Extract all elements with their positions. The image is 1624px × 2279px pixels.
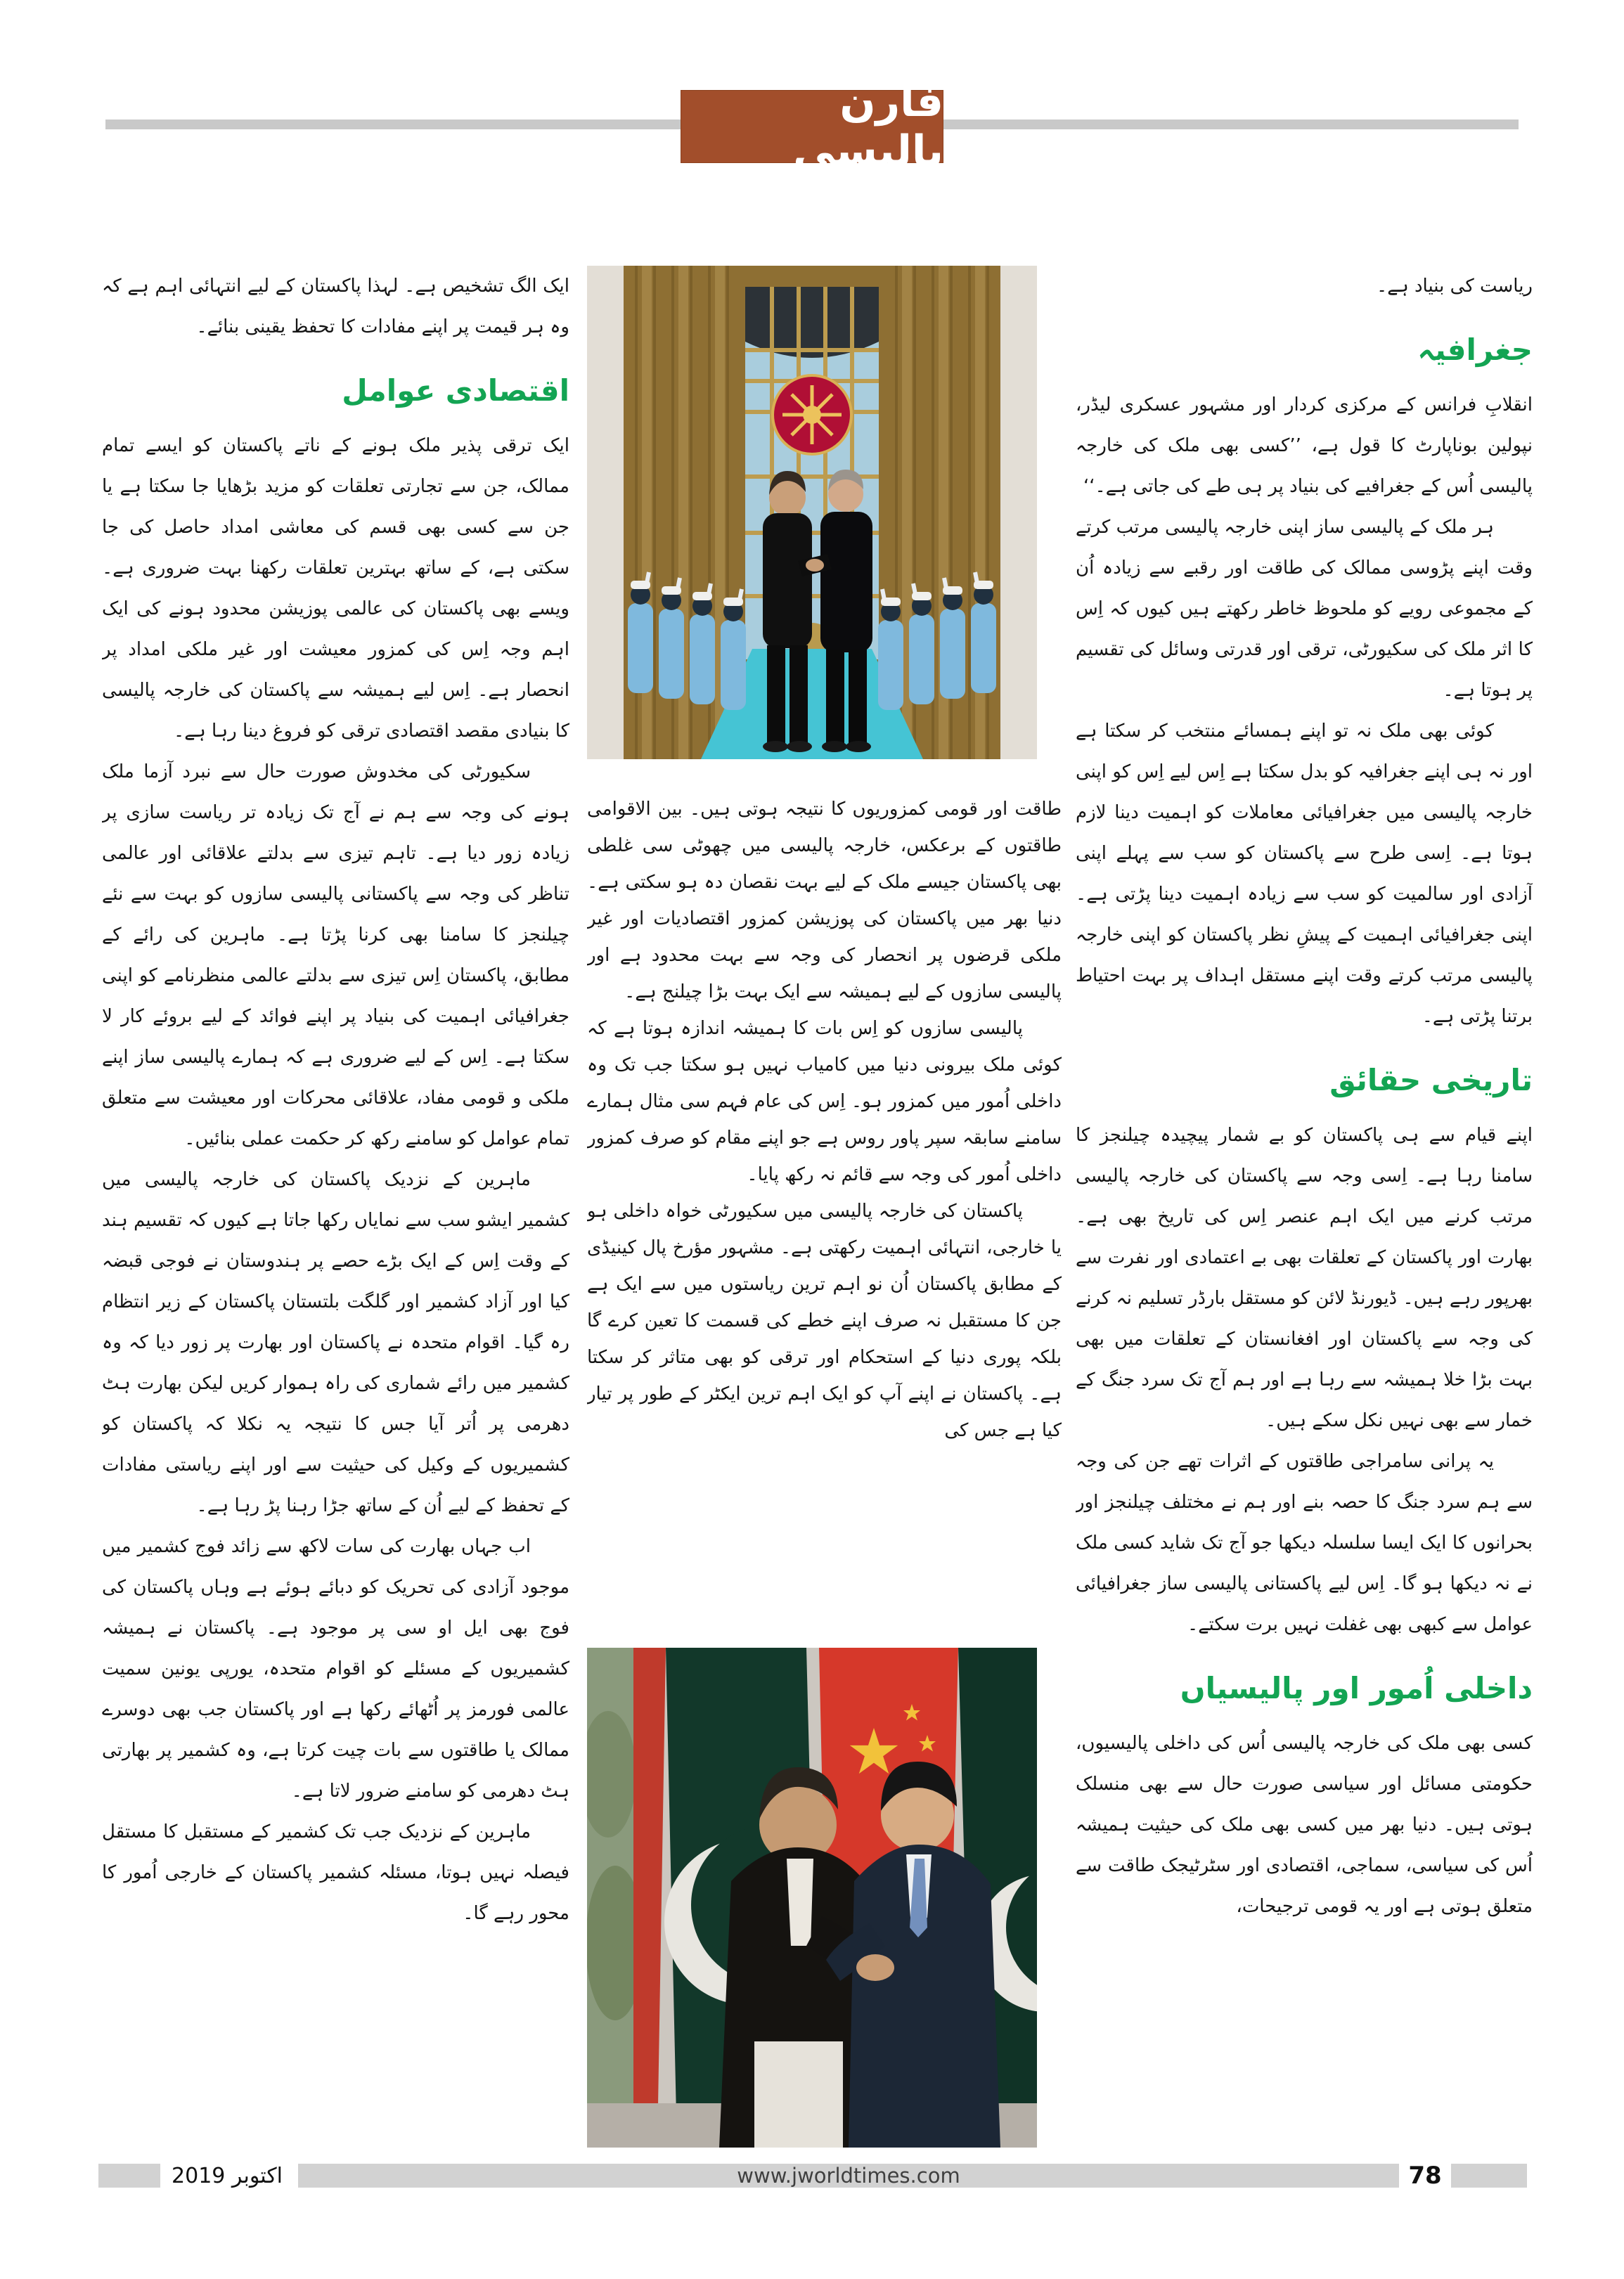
paragraph: ماہرین کے نزدیک پاکستان کی خارجہ پالیسی میں کشمیر ایشو سب سے نمایاں رکھا جاتا ہے کیوں کہ تقسیم ہند کے وقت اِس کے ایک بڑے حصے پر ہندوستان نے فوجی قبضہ کیا اور آزاد کشمیر اور گلگت بلتستان پاکستان کے زیر انتظام رہ گیا۔ اقوام متحدہ نے پاکستان اور بھارت پر زور دیا کہ وہ کشمیر میں رائے شماری کی راہ ہموار کریں لیکن بھارت ہٹ دھرمی پر اُتر آیا جس کا نتیجہ یہ نکلا کہ پاکستان کو کشمیریوں کے وکیل کی حیثیت سے اور اپنے ریاستی مفادات کے تحفظ کے لیے اُن کے ساتھ جڑا رہنا پڑ رہا ہے۔ [102, 1169, 569, 1516]
handshake-2 [856, 1954, 894, 1981]
section-title: فارن پالیسی [793, 77, 943, 176]
section-banner [681, 77, 943, 176]
paragraph: ایک ترقی پذیر ملک ہونے کے ناتے پاکستان کو ایسے تمام ممالک، جن سے تجارتی تعلقات کو مزید بڑھایا جا سکتا ہے یا جن سے کسی بھی قسم کی معاشی امداد حاصل کی جا سکتی ہے، کے ساتھ بہترین تعلقات رکھنا بہت ضروری ہے۔ ویسے بھی پاکستان کی عالمی پوزیشن محدود ہونے کی ایک اہم وجہ اِس کی کمزور معیشت اور غیر ملکی امداد پر انحصار ہے۔ اِس لیے ہمیشہ سے پاکستان کی خارجہ پالیسی کا بنیادی مقصد اقتصادی ترقی کو فروغ دینا رہا ہے۔ [102, 435, 569, 742]
paragraph: یہ پرانی سامراجی طاقتوں کے اثرات تھے جن کی وجہ سے ہم سرد جنگ کا حصہ بنے اور ہم نے مختلف چیلنجز اور بحرانوں کا ایک ایسا سلسلہ دیکھا جو آج تک شاید کسی ملک نے نہ دیکھا ہو گا۔ اِس لیے پاکستانی پالیسی ساز جغرافیائی عوامل سے کبھی بھی غفلت نہیں برت سکتے۔ [1076, 1451, 1533, 1635]
paragraph: ہر ملک کے پالیسی ساز اپنی خارجہ پالیسی مرتب کرتے وقت اپنے پڑوسی ممالک کی طاقت اور رقبے سے زیادہ اُن کے مجموعی رویے کو ملحوظ خاطر رکھتے ہیں کیوں کہ اِس کا اثر ملک کی سکیورٹی، ترقی اور قدرتی وسائل کی تقسیم پر ہوتا ہے۔ [1076, 517, 1533, 701]
stone-pillar-left [587, 266, 624, 759]
paragraph: سکیورٹی کی مخدوش صورت حال سے نبرد آزما ملک ہونے کی وجہ سے ہم نے آج تک زیادہ تر ریاست سازی پر زیادہ زور دیا ہے۔ تاہم تیزی سے بدلتے علاقائی اور عالمی تناظر کی وجہ سے پاکستانی پالیسی سازوں کو بہت سے نئے چیلنجز کا سامنا بھی کرنا پڑتا ہے۔ ماہرین کی رائے کے مطابق، پاکستان اِس تیزی سے بدلتے عالمی منظرنامے کو اپنی جغرافیائی اہمیت کی بنیاد پر اپنے فوائد کے لیے بروئے کار لا سکتا ہے۔ اِس کے لیے ضروری ہے کہ ہمارے پالیسی ساز اپنے ملکی و قومی مفاد، علاقائی محرکات اور معیشت سے متعلق تمام عوامل کو سامنے رکھ کر حکمت عملی بنائیں۔ [102, 761, 569, 1149]
paragraph: کوئی بھی ملک نہ تو اپنے ہمسائے منتخب کر سکتا ہے اور نہ ہی اپنے جغرافیہ کو بدل سکتا ہے اِس لیے اِس کو اپنی خارجہ پالیسی میں جغرافیائی معاملات کو اہمیت دینا لازم ہوتا ہے۔ اِسی طرح سے پاکستان کو سب سے پہلے اپنی آزادی اور سالمیت کو سب سے زیادہ اہمیت دینا پڑتی ہے۔ اپنی جغرافیائی اہمیت کے پیشِ نظر پاکستان کو اپنی خارجہ پالیسی مرتب کرتے وقت اپنے مستقل اہداف پر بہت احتیاط برتنا پڑتی ہے۔ [1076, 721, 1533, 1027]
footer-website: www.jworldtimes.com [737, 2164, 960, 2188]
footer-page-number: 78 [1408, 2162, 1442, 2190]
column-left [102, 266, 569, 2152]
footer-right-block [1451, 2164, 1527, 2188]
photo-imran-khan-erdogan [587, 266, 1037, 759]
paragraph: پالیسی سازوں کو اِس بات کا ہمیشہ اندازہ ہوتا ہے کہ کوئی ملک بیرونی دنیا میں کامیاب نہیں ہو سکتا جب تک وہ داخلی اُمور میں کمزور ہو۔ اِس کی عام فہم سی مثال ہمارے سامنے سابقہ سپر پاور روس ہے جو اپنے مقام کو صرف کمزور داخلی اُمور کی وجہ سے قائم نہ رکھ پایا۔ [587, 1018, 1062, 1185]
heading-internal-affairs: داخلی اُمور اور پالیسیاں [1180, 1671, 1533, 1705]
photo-imran-khan-xi-jinping [587, 1648, 1037, 2148]
paragraph: کسی بھی ملک کی خارجہ پالیسی اُس کی داخلی پالیسیوں، حکومتی مسائل اور سیاسی صورت حال سے بھی منسلک ہوتی ہیں۔ دنیا بھر میں کسی بھی ملک کی حیثیت ہمیشہ اُس کی سیاسی، سماجی، اقتصادی اور سٹرٹیجک طاقت سے متعلق ہوتی ہے اور یہ قومی ترجیحات، [1076, 1733, 1533, 1917]
column-middle [587, 791, 1062, 1638]
photo1-illustration [587, 266, 1037, 759]
heading-historical-facts: تاریخی حقائق [1329, 1063, 1533, 1097]
heading-economic-factors: اقتصادی عوامل [342, 373, 569, 408]
column-right [1076, 266, 1533, 2152]
paragraph: اپنے قیام سے ہی پاکستان کو بے شمار پیچیدہ چیلنجز کا سامنا رہا ہے۔ اِسی وجہ سے پاکستان کی خارجہ پالیسی مرتب کرنے میں ایک اہم عنصر اِس کی تاریخ بھی ہے۔ بھارت اور پاکستان کے تعلقات بھی بے اعتمادی اور نفرت سے بھرپور رہے ہیں۔ ڈیورنڈ لائن کو مستقل بارڈر تسلیم نہ کرنے کی وجہ سے پاکستان اور افغانستان کے تعلقات میں بھی بہت بڑا خلا ہمیشہ سے رہا ہے اور ہم آج تک سرد جنگ کے خمار سے بھی نہیں نکل سکے ہیں۔ [1076, 1125, 1533, 1431]
stone-pillar-right [1000, 266, 1037, 759]
header-rule-right [943, 120, 1519, 129]
paragraph: انقلابِ فرانس کے مرکزی کردار اور مشہور عسکری لیڈر، نپولین بوناپارٹ کا قول ہے، ’’کسی بھی ملک کی خارجہ پالیسی اُس کے جغرافیے کی بنیاد پر ہی طے کی جاتی ہے۔‘‘ [1076, 394, 1533, 497]
paragraph: پاکستان کی خارجہ پالیسی میں سکیورٹی خواہ داخلی ہو یا خارجی، انتہائی اہمیت رکھتی ہے۔ مشہور مؤرخ پال کینیڈی کے مطابق پاکستان اُن نو اہم ترین ریاستوں میں سے ایک ہے جن کا مستقبل نہ صرف اپنے خطے کی قسمت کا تعین کرے گا بلکہ پوری دنیا کے استحکام اور ترقی کو بھی متاثر کر سکتا ہے۔ پاکستان نے اپنے آپ کو ایک اہم ترین ایکٹر کے طور پر تیار کیا ہے جس کی [587, 1201, 1062, 1441]
footer-left-block [98, 2164, 160, 2188]
header-rule-left [105, 120, 681, 129]
footer-bar [298, 2164, 1399, 2188]
footer [0, 2162, 1624, 2190]
paragraph: ماہرین کے نزدیک جب تک کشمیر کے مستقبل کا مستقل فیصلہ نہیں ہوتا، مسئلہ کشمیر پاکستان کے خارجی اُمور کا محور رہے گا۔ [102, 1821, 569, 1924]
paragraph: اب جہاں بھارت کی سات لاکھ سے زائد فوج کشمیر میں موجود آزادی کی تحریک کو دبائے ہوئے ہے وہاں پاکستان کی فوج بھی ایل او سی پر موجود ہے۔ پاکستان نے ہمیشہ کشمیریوں کے مسئلے کو اقوام متحدہ، یورپی یونین سمیت عالمی فورمز پر اُٹھائے رکھا ہے اور پاکستان جب بھی دوسرے ممالک یا طاقتوں سے بات چیت کرتا ہے، وہ کشمیر پر بھارتی ہٹ دھرمی کو سامنے ضرور لاتا ہے۔ [102, 1536, 569, 1802]
turkish-presidential-emblem [773, 375, 851, 454]
heading-geography: جغرافیہ [1417, 333, 1533, 367]
canopy-reflection [745, 287, 879, 358]
footer-issue-date: اکتوبر 2019 [172, 2163, 283, 2188]
paragraph: ریاست کی بنیاد ہے۔ [1376, 276, 1533, 297]
paragraph: ایک الگ تشخیص ہے۔ لہذا پاکستان کے لیے انتہائی اہم ہے کہ وہ ہر قیمت پر اپنے مفادات کا تحفظ یقینی بنائے۔ [102, 276, 569, 337]
paragraph: طاقت اور قومی کمزوریوں کا نتیجہ ہوتی ہیں۔ بین الاقوامی طاقتوں کے برعکس، خارجہ پالیسی میں چھوٹی سی غلطی بھی پاکستان جیسے ملک کے لیے بہت نقصان دہ ہو سکتی ہے۔ دنیا بھر میں پاکستان کی پوزیشن کمزور اقتصادیات اور غیر ملکی قرضوں پر انحصار کی وجہ سے بہت محدود ہے اور پالیسی سازوں کے لیے ہمیشہ سے ایک بہت بڑا چیلنج ہے۔ [587, 799, 1062, 1002]
photo2-illustration [587, 1648, 1037, 2148]
